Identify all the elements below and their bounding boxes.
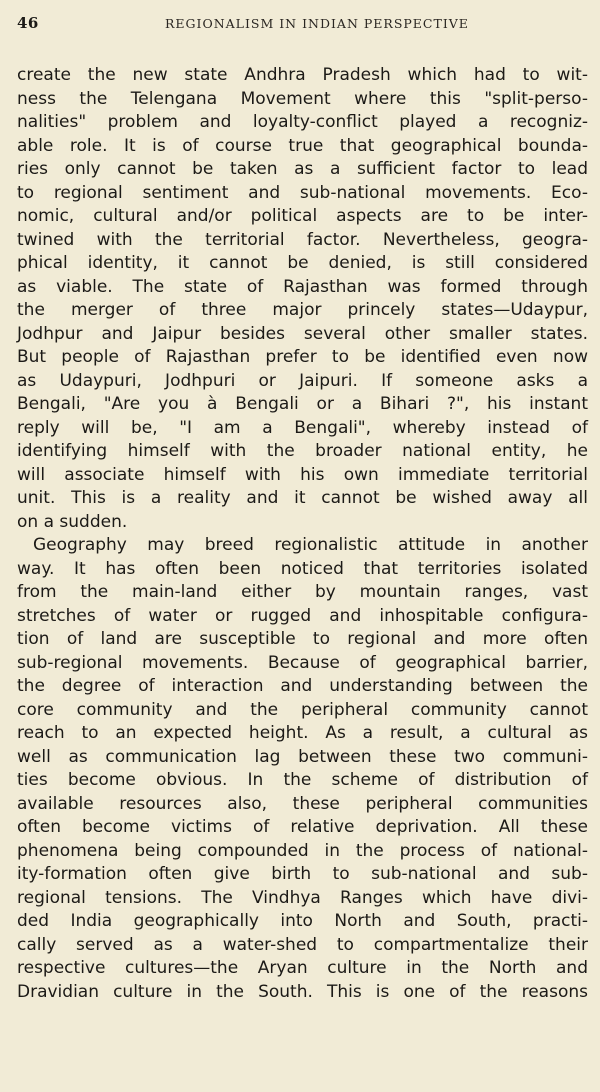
text-line: way. It has often been noticed that territories isolated bbox=[17, 558, 588, 579]
text-line: stretches of water or rugged and inhospitable configura- bbox=[17, 605, 588, 626]
text-line: core community and the peripheral community cannot bbox=[17, 699, 588, 720]
text-line: tion of land are susceptible to regional and more often bbox=[17, 629, 588, 649]
text-line: often become victims of relative deprivation. All these bbox=[17, 817, 588, 837]
text-line: Dravidian culture in the South. This is one of the reasons bbox=[17, 981, 588, 1002]
text-line: nalities" problem and loyalty-conflict played a recogniz- bbox=[17, 112, 588, 132]
text-line: phical identity, it cannot be denied, is still considered bbox=[17, 253, 588, 273]
text-line: on a sudden. bbox=[17, 511, 128, 532]
text-line: sub-regional movements. Because of geographical barrier, bbox=[17, 652, 588, 673]
page-number: 46 bbox=[17, 14, 39, 32]
text-line: the degree of interaction and understanding between the bbox=[17, 676, 588, 696]
text-line: twined with the territorial factor. Nevertheless, geogra- bbox=[17, 229, 588, 250]
text-line: ties become obvious. In the scheme of distribution of bbox=[17, 770, 588, 790]
paragraph-1 bbox=[17, 64, 588, 534]
text-line: the merger of three major princely states—Udaypur, bbox=[17, 300, 588, 320]
text-line: But people of Rajasthan prefer to be identified even now bbox=[17, 347, 588, 367]
text-line: ity-formation often give birth to sub-national and sub- bbox=[17, 864, 588, 884]
text-line: Jodhpur and Jaipur besides several other smaller states. bbox=[17, 323, 588, 344]
text-line: available resources also, these peripheral communities bbox=[17, 793, 588, 814]
text-line: cally served as a water-shed to compartmentalize their bbox=[17, 934, 588, 955]
paragraph-2 bbox=[17, 534, 588, 1004]
text-line: ness the Telengana Movement where this "split-perso- bbox=[17, 88, 588, 109]
text-line: from the main-land either by mountain ranges, vast bbox=[17, 582, 588, 602]
text-line: identifying himself with the broader national entity, he bbox=[17, 441, 588, 461]
text-line: reply will be, "I am a Bengali", whereby instead of bbox=[17, 417, 588, 438]
page-header bbox=[17, 14, 588, 50]
text-line: to regional sentiment and sub-national movements. Eco- bbox=[17, 182, 588, 203]
text-line: as viable. The state of Rajasthan was formed through bbox=[17, 276, 588, 297]
running-head: REGIONALISM IN INDIAN PERSPECTIVE bbox=[165, 16, 469, 31]
text-line: well as communication lag between these two communi- bbox=[17, 746, 588, 767]
body-text bbox=[17, 64, 588, 1004]
text-line: ries only cannot be taken as a sufficient factor to lead bbox=[17, 159, 588, 179]
text-line: Geography may breed regionalistic attitude in another bbox=[33, 535, 588, 555]
text-line: respective cultures—the Aryan culture in the North and bbox=[17, 958, 588, 978]
text-line: unit. This is a reality and it cannot be wished away all bbox=[17, 488, 588, 508]
text-line: phenomena being compounded in the process of national- bbox=[17, 840, 588, 861]
text-line: ded India geographically into North and South, practi- bbox=[17, 911, 588, 931]
text-line: Bengali, "Are you à Bengali or a Bihari ?", his instant bbox=[17, 394, 588, 414]
text-line: nomic, cultural and/or political aspects are to be inter- bbox=[17, 206, 588, 226]
text-line: create the new state Andhra Pradesh which had to wit- bbox=[17, 65, 588, 85]
text-line: regional tensions. The Vindhya Ranges which have divi- bbox=[17, 887, 588, 908]
text-line: as Udaypuri, Jodhpuri or Jaipuri. If someone asks a bbox=[17, 370, 588, 391]
text-line: will associate himself with his own immediate territorial bbox=[17, 464, 588, 485]
text-line: reach to an expected height. As a result, a cultural as bbox=[17, 723, 588, 743]
text-line: able role. It is of course true that geographical bounda- bbox=[17, 135, 588, 156]
